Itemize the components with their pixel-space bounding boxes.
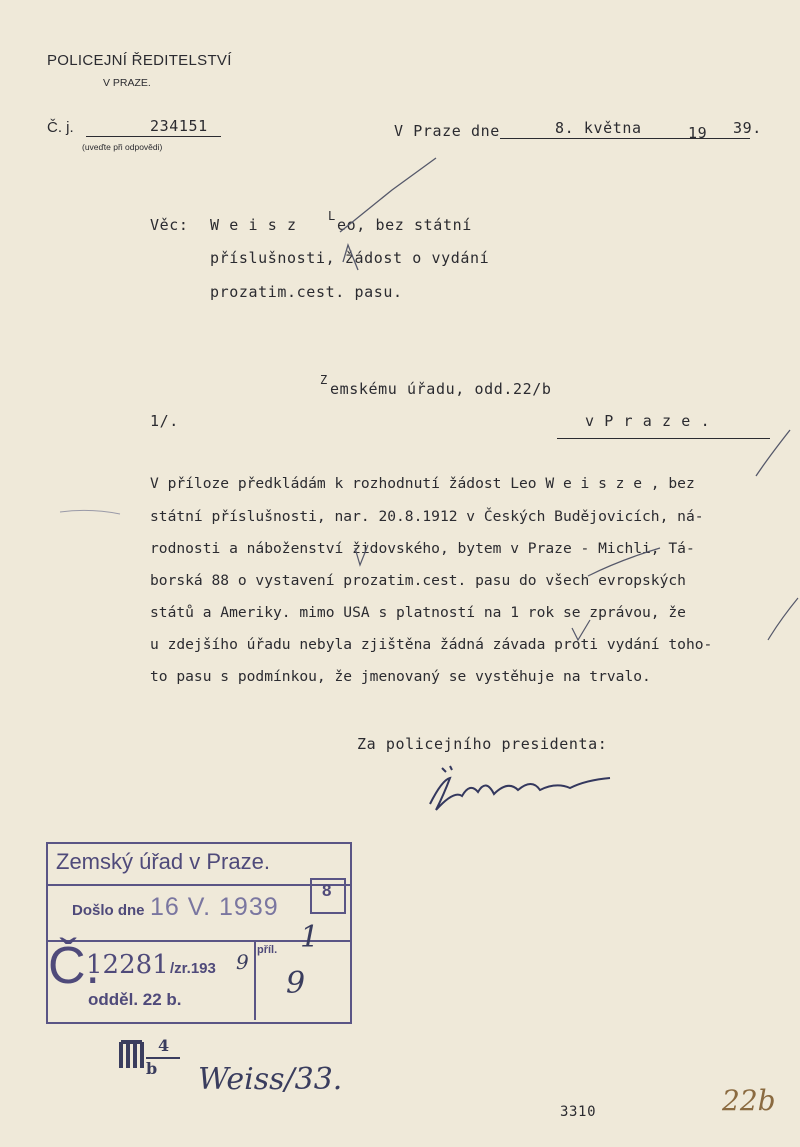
subject-line2: příslušnosti, žádost o vydání <box>210 249 490 267</box>
closing-line: Za policejního presidenta: <box>357 735 608 753</box>
subject-initial: L <box>328 209 336 223</box>
stamp-prilohy-value: 1 <box>300 920 320 955</box>
reference-number: 234151 <box>150 117 208 135</box>
body-line-2: státní příslušnosti, nar. 20.8.1912 v Českých Budějovicích, ná- <box>150 508 704 525</box>
stamp-box-number: 8 <box>322 881 332 900</box>
date-year-suffix: 39. <box>733 119 762 137</box>
subject-label: Věc: <box>150 216 189 234</box>
enclosure-mark: 1/. <box>150 412 179 430</box>
stamp-zr-digit: 9 <box>236 950 249 974</box>
stamp-department: odděl. 22 b. <box>88 990 182 1009</box>
stamp-count-value: 9 <box>286 966 306 1001</box>
department-mark: 22b <box>722 1084 776 1117</box>
body-line-7: to pasu s podmínkou, že jmenovaný se vystěhuje na trvalo. <box>150 668 651 685</box>
file-mark-bottom: b <box>146 1059 158 1078</box>
stamp-received-label: Došlo dne <box>72 902 145 919</box>
subject-line3: prozatim.cest. pasu. <box>210 283 403 301</box>
body-line-3: rodnosti a náboženství židovského, bytem v Praze - Michli, Tá- <box>150 540 695 557</box>
recipient-office: emskému úřadu, odd.22/b <box>330 380 552 398</box>
stamp-received-date: 16 V. 1939 <box>150 893 279 921</box>
document-number: 3310 <box>560 1104 597 1120</box>
subject-name: W e i s z <box>210 216 297 234</box>
date-day-month: 8. května <box>555 119 642 137</box>
stamp-divider-1 <box>48 884 350 886</box>
date-year-prefix: 19 <box>688 124 708 142</box>
reference-note: (uveďte při odpovědi) <box>82 142 163 152</box>
stamp-prilohy-label: příl. <box>257 944 278 956</box>
letterhead-office: POLICEJNÍ ŘEDITELSTVÍ <box>47 52 232 69</box>
recipient-place: v P r a z e . <box>585 412 711 430</box>
body-line-1: V příloze předkládám k rozhodnutí žádost Leo W e i s z e , bez <box>150 475 695 492</box>
stamp-c-number: 12281 <box>86 950 169 980</box>
file-mark-top: 4 <box>158 1036 170 1055</box>
stamp-c-letter: Č. <box>48 937 100 995</box>
date-prefix: V Praze dne <box>394 122 500 140</box>
subject-line1-rest: eo, bez státní <box>337 216 472 234</box>
stamp-divider-3 <box>254 940 256 1020</box>
stamp-authority: Zemský úřad v Praze. <box>56 849 270 874</box>
recipient-initial: Z <box>320 373 328 387</box>
reference-prefix: Č. j. <box>47 119 74 136</box>
letterhead-city: V PRAZE. <box>103 77 151 89</box>
signature <box>420 760 620 820</box>
body-line-4: borská 88 o vystavení prozatim.cest. pasu do všech evropských <box>150 572 686 589</box>
body-line-5: států a Ameriky. mimo USA s platností na 1 rok se zprávou, že <box>150 604 686 621</box>
stamp-zr-label: /zr.193 <box>170 960 216 977</box>
file-name: Weiss/33. <box>198 1062 343 1097</box>
body-line-6: u zdejšího úřadu nebyla zjištěna žádná závada proti vydání toho- <box>150 636 713 653</box>
